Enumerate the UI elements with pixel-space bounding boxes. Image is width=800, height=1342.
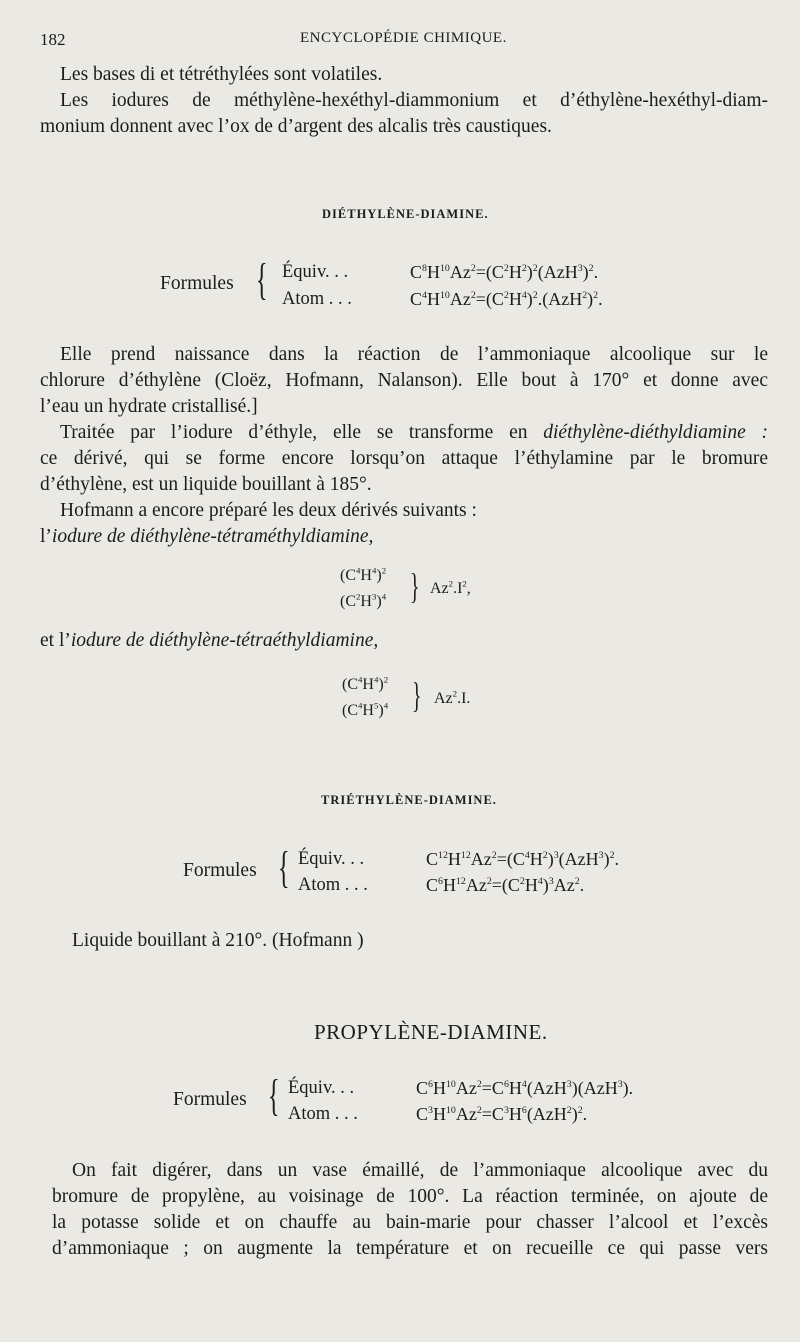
equiv-label: Équiv. . . (288, 1078, 355, 1098)
brace-icon: { (256, 255, 268, 304)
formulas-label: Formules (173, 1089, 247, 1110)
brace-icon: { (268, 1071, 280, 1120)
formula-equiv: $C^{12}H^{12}Az^2=(C^4H^2)^3(AzH^3)^2$. (426, 849, 620, 869)
text-line: la potasse solide et on chauffe au bain-marie pour chasser l’alcool et l’excès (52, 1212, 768, 1233)
compound-name: iodure de diéthylène-tétraéthyldiamine, (70, 630, 379, 651)
diethylene-paragraph-4 (40, 628, 768, 654)
intro-line: Les iodures de méthylène-hexéthyl-diammonium et d’éthylène-hexéthyl-diam- (60, 90, 768, 111)
running-title: ENCYCLOPÉDIE CHIMIQUE. (300, 30, 507, 46)
atom-label: Atom . . . (288, 1104, 358, 1124)
formula-group-bottom: $(C^4H^5)^4$ (342, 700, 389, 719)
diethylene-paragraph-1 (40, 342, 768, 420)
diethylene-paragraph-2 (40, 420, 768, 498)
text-run: l’ (40, 526, 52, 547)
section-title-diethylene: DIÉTHYLÈNE-DIAMINE. (322, 207, 489, 221)
text-line: ce dérivé, qui se forme encore lorsqu’on attaque l’éthylamine par le bromure (40, 448, 768, 469)
text-line (40, 524, 768, 550)
formula-group-top: $(C^4H^4)^2$ (342, 674, 389, 693)
text-line: chlorure d’éthylène (Cloëz, Hofmann, Nalanson). Elle bout à 170° et donne avec (40, 370, 768, 391)
formula-atom: $C^3H^{10}Az^2=C^3H^6(AzH^2)^2$. (416, 1104, 588, 1124)
atom-label: Atom . . . (282, 289, 352, 309)
intro-line: monium donnent avec l’ox de d’argent des alcalis très caustiques. (40, 116, 552, 137)
text-line (40, 420, 768, 446)
brace-icon: } (410, 566, 420, 606)
intro-paragraph (40, 62, 768, 140)
formula-group-top: $(C^4H^4)^2$ (340, 565, 387, 584)
text-line: d’éthylène, est un liquide bouillant à 185°. (40, 474, 372, 495)
section-title-propylene: PROPYLÈNE-DIAMINE. (314, 1020, 548, 1044)
diethylene-paragraph-3 (40, 498, 768, 550)
formula-group-result: Az$^2$.I. (434, 688, 471, 707)
intro-line: Les bases di et tétréthylées sont volatiles. (60, 64, 383, 85)
text-line: bromure de propylène, au voisinage de 100°. La réaction terminée, on ajoute de (52, 1186, 768, 1207)
formula-equiv: $C^8H^{10}Az^2=(C^2H^2)^2(AzH^3)^2$. (410, 262, 599, 282)
compound-name: iodure de diéthylène-tétraméthyldiamine, (51, 526, 374, 547)
formula-group-bottom: $(C^2H^3)^4$ (340, 591, 387, 610)
text-line: On fait digérer, dans un vase émaillé, de l’ammoniaque alcoolique avec du (72, 1160, 768, 1181)
brace-icon: } (412, 675, 422, 715)
formula-equiv: $C^6H^{10}Az^2=C^6H^4(AzH^3)(AzH^3)$. (416, 1078, 634, 1098)
text-line: l’eau un hydrate cristallisé.] (40, 396, 258, 417)
equiv-label: Équiv. . . (282, 262, 349, 282)
text-run: Traitée par l’iodure d’éthyle, elle se transforme en (60, 422, 544, 443)
brace-icon: { (278, 843, 290, 892)
text-line: Elle prend naissance dans la réaction de l’ammoniaque alcoolique sur le (60, 344, 768, 365)
text-line: Hofmann a encore préparé les deux dérivés suivants : (60, 500, 477, 521)
formulas-label: Formules (160, 273, 234, 294)
formula-atom: $C^4H^{10}Az^2=(C^2H^4)^2.(AzH^2)^2$. (410, 289, 603, 309)
propylene-paragraph-1 (40, 1158, 768, 1262)
section-title-triethylene: TRIÉTHYLÈNE-DIAMINE. (321, 793, 497, 807)
text-line: d’ammoniaque ; on augmente la température et on recueille ce qui passe vers (52, 1238, 768, 1259)
formulas-label: Formules (183, 860, 257, 881)
formula-atom: $C^6H^{12}Az^2=(C^2H^4)^3Az^2$. (426, 875, 585, 895)
text-line (40, 628, 768, 654)
formula-group-result: $Az^2.I^2$, (430, 578, 471, 597)
triethylene-note: Liquide bouillant à 210°. (Hofmann ) (72, 930, 364, 951)
page-number: 182 (40, 30, 66, 49)
equiv-label: Équiv. . . (298, 849, 365, 869)
atom-label: Atom . . . (298, 875, 368, 895)
text-run: et l’ (40, 630, 71, 651)
compound-name: diéthylène-diéthyldiamine : (543, 422, 769, 443)
